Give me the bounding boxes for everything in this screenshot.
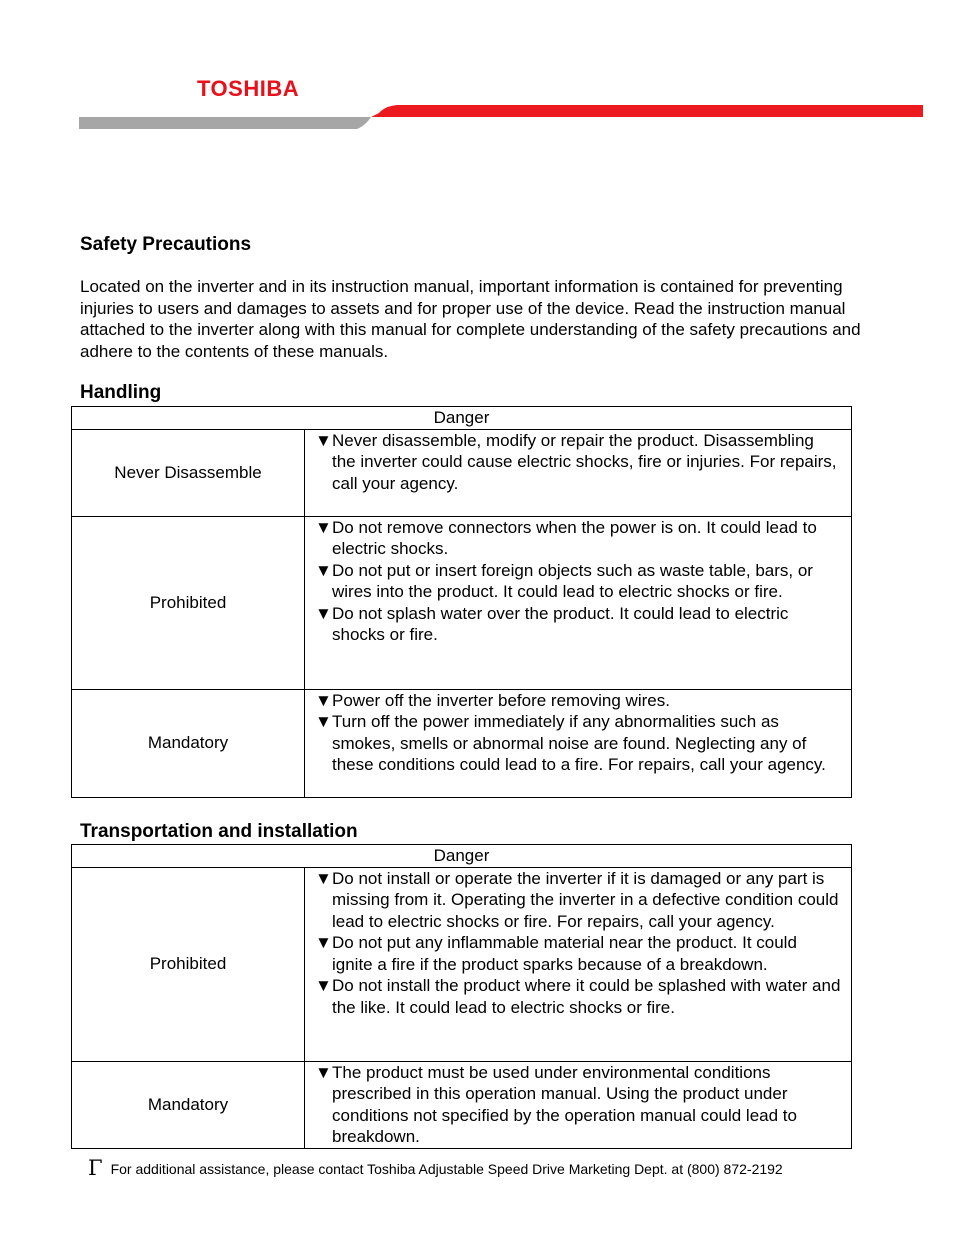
danger-item [315,932,841,975]
category-cell: Mandatory [72,689,305,797]
toshiba-logo: TOSHIBA [197,76,300,101]
footer-glyph: Γ [88,1156,103,1180]
description-cell [305,429,852,516]
danger-item [315,603,841,646]
footer-text: For additional assistance, please contact Toshiba Adjustable Speed Drive Marketing Dept. at (800) 872-2192 [110,1161,783,1177]
warning-triangle-icon: ▼ [315,603,332,623]
description-cell [305,1061,852,1148]
danger-item [315,1062,841,1148]
category-cell: Never Disassemble [72,429,305,516]
category-cell: Mandatory [72,1061,305,1148]
warning-triangle-icon: ▼ [315,868,332,888]
category-cell: Prohibited [72,867,305,1061]
description-cell [305,516,852,689]
danger-item-text: Never disassemble, modify or repair the product. Disassembling the inverter could cause electric shocks, fire or injuries. For repairs, call your agency. [332,430,837,493]
danger-item [315,690,841,712]
description-cell [305,689,852,797]
danger-item-text: Do not remove connectors when the power is on. It could lead to electric shocks. [332,517,817,558]
warning-triangle-icon: ▼ [315,690,332,710]
danger-item-text: Do not splash water over the product. It could lead to electric shocks or fire. [332,603,789,644]
danger-item-text: The product must be used under environmental conditions prescribed in this operation manual. Using the product under conditions not specified by the operation manual could lead to breakdown. [332,1062,797,1146]
category-cell: Prohibited [72,516,305,689]
footer-note [88,1156,908,1181]
warning-triangle-icon: ▼ [315,430,332,450]
description-cell [305,867,852,1061]
warning-triangle-icon: ▼ [315,976,332,995]
danger-item-text: Do not install the product where it could be splashed with water and the like. It could lead to electric shocks or fire. [332,976,841,1017]
danger-header: Danger [72,407,852,430]
header-banner [79,104,923,130]
warning-triangle-icon: ▼ [315,933,332,952]
intro-paragraph: Located on the inverter and in its instruction manual, important information is contained for preventing injuries to users and damages to assets and for proper use of the device. Read the instruction manual attached to the inverter along with this manual for complete understanding of the safety precautions and adhere to the contents of these manuals. [80,277,861,361]
danger-item-text: Power off the inverter before removing wires. [332,690,670,710]
danger-item [315,711,841,776]
handling-heading: Handling [80,382,162,403]
handling-table [71,406,852,798]
warning-triangle-icon: ▼ [315,1062,332,1082]
warning-triangle-icon: ▼ [315,560,332,580]
banner-gray-stripe [79,117,371,129]
transport-heading: Transportation and installation [80,821,358,842]
danger-item [315,517,841,560]
danger-header: Danger [72,845,852,868]
danger-item [315,975,841,1018]
danger-item [315,560,841,603]
warning-triangle-icon: ▼ [315,517,332,537]
danger-item-text: Do not put any inflammable material near the product. It could ignite a fire if the product sparks because of a breakdown. [332,933,797,974]
danger-item-text: Do not put or insert foreign objects such as waste table, bars, or wires into the product. It could lead to electric shocks or fire. [332,560,813,601]
warning-triangle-icon: ▼ [315,712,332,731]
danger-item-text: Turn off the power immediately if any abnormalities such as smokes, smells or abnormal noise are found. Neglecting any of these conditions could lead to a fire. For repairs, call your agency. [332,712,826,774]
transport-table [71,844,852,1149]
banner-red-stripe [371,105,923,117]
danger-item [315,868,841,933]
page-title: Safety Precautions [80,234,252,255]
danger-item [315,430,841,495]
danger-item-text: Do not install or operate the inverter if it is damaged or any part is missing from it. Operating the inverter in a defective condition could lead to electric shocks or fire. For repairs, call your agency. [332,868,839,931]
